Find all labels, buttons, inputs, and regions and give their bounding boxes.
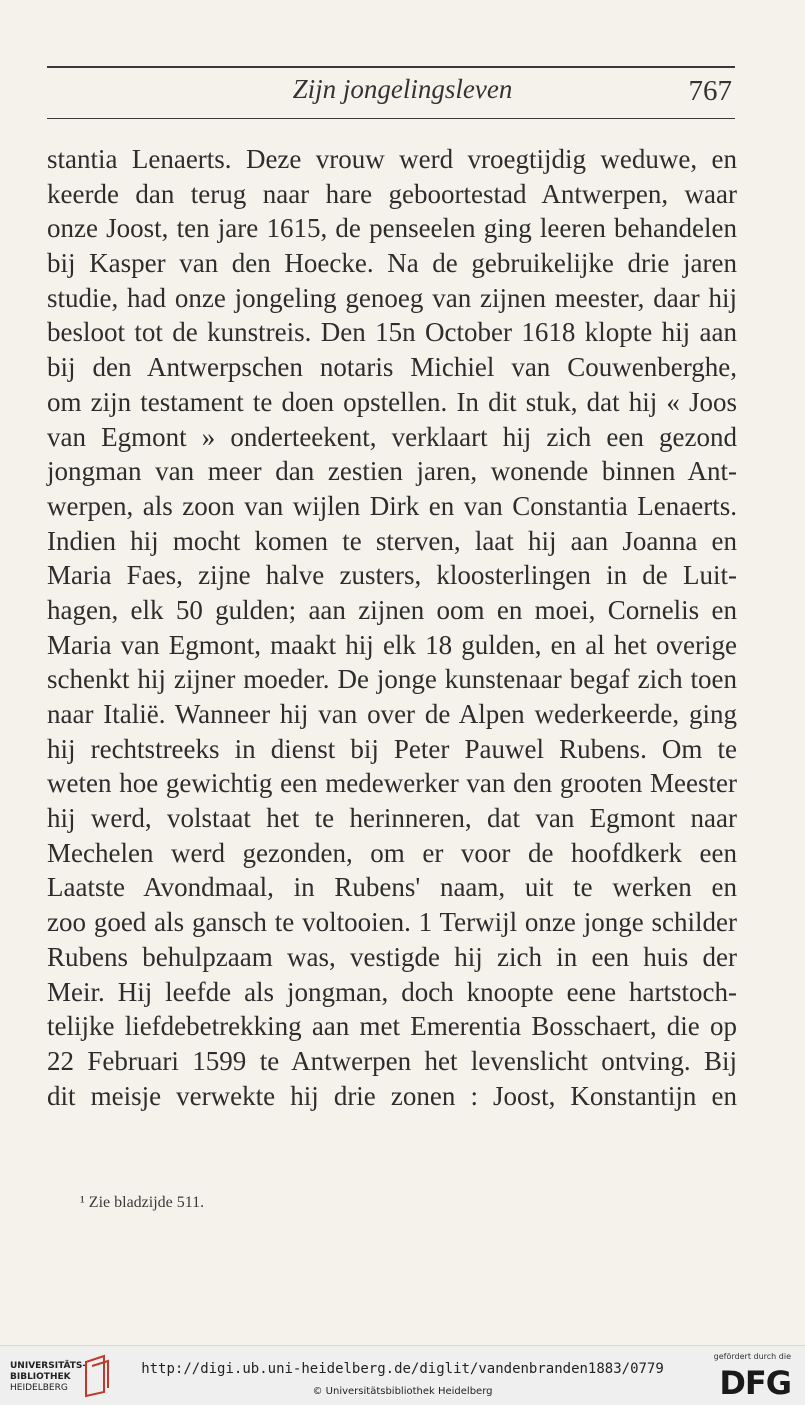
header-rule-top xyxy=(47,66,735,68)
text-line: studie, had onze jongeling genoeg van zijnen meester, daar hij xyxy=(47,282,737,313)
text-line: Maria van Egmont, maakt hij elk 18 gulden, en al het overige xyxy=(47,629,737,660)
text-line: schenkt hij zijner moeder. De jonge kunstenaar begaf zich toen xyxy=(47,664,737,695)
text-line: hij werd, volstaat het te herinneren, dat van Egmont naar xyxy=(47,803,737,834)
header-rule-bottom xyxy=(47,118,735,119)
page-number: 767 xyxy=(688,75,732,107)
text-line: bij Kasper van den Hoecke. Na de gebruikelijke drie jaren xyxy=(47,248,737,279)
text-line: stantia Lenaerts. Deze vrouw werd vroegtijdig weduwe, en xyxy=(47,144,737,174)
footnote: ¹ Zie bladzijde 511. xyxy=(80,1194,205,1211)
text-line: weten hoe gewichtig een medewerker van den grooten Meester xyxy=(47,768,737,799)
text-line: werpen, als zoon van wijlen Dirk en van Constantia Lenaerts. xyxy=(47,490,737,521)
text-line: Mechelen werd gezonden, om er voor de hoofdkerk een xyxy=(47,837,737,868)
library-line-2: BIBLIOTHEK xyxy=(10,1372,71,1382)
funding-note: gefördert durch die xyxy=(713,1352,791,1361)
text-line: dit meisje verwekte hij drie zonen : Joost, Konstantijn en xyxy=(47,1080,737,1111)
text-line: onze Joost, ten jare 1615, de penseelen ging leeren behandelen xyxy=(47,213,737,244)
running-title: Zijn jongelingsleven xyxy=(292,74,513,104)
text-line: hij rechtstreeks in dienst bij Peter Pauwel Rubens. Om te xyxy=(47,733,737,764)
text-line: Laatste Avondmaal, in Rubens' naam, uit te werken en xyxy=(47,872,737,903)
text-line: jongman van meer dan zestien jaren, wonende binnen Ant- xyxy=(47,456,737,487)
text-line: hagen, elk 50 gulden; aan zijnen oom en moei, Cornelis en xyxy=(47,594,737,625)
body-text xyxy=(47,142,737,1113)
permalink-url[interactable]: http://digi.ub.uni-heidelberg.de/diglit/vandenbranden1883/0779 xyxy=(141,1361,664,1377)
viewer-footer xyxy=(0,1345,805,1405)
text-line: telijke liefdebetrekking aan met Emerentia Bosschaert, die op xyxy=(47,1011,737,1042)
text-line: Meir. Hij leefde als jongman, doch knoopte eene hartstoch- xyxy=(47,976,737,1007)
text-line: besloot tot de kunstreis. Den 15n October 1618 klopte hij aan xyxy=(47,317,737,348)
text-line: keerde dan terug naar hare geboortestad Antwerpen, waar xyxy=(47,178,737,209)
text-line: bij den Antwerpschen notaris Michiel van Couwenberghe, xyxy=(47,352,737,383)
library-line-1: UNIVERSITÄTS- xyxy=(10,1361,87,1371)
text-line: 22 Februari 1599 te Antwerpen het levenslicht ontving. Bij xyxy=(47,1045,737,1076)
text-line: Indien hij mocht komen te sterven, laat hij aan Joanna en xyxy=(47,525,737,556)
text-line: Maria Faes, zijne halve zusters, kloosterlingen in de Luit- xyxy=(47,560,737,591)
text-line: zoo goed als gansch te voltooien. 1 Terwijl onze jonge schilder xyxy=(47,907,737,938)
library-line-3: HEIDELBERG xyxy=(10,1383,68,1393)
text-line: Rubens behulpzaam was, vestigde hij zich in een huis der xyxy=(47,941,737,972)
text-line: naar Italië. Wanneer hij van over de Alpen wederkeerde, ging xyxy=(47,699,737,729)
text-line: om zijn testament te doen opstellen. In dit stuk, dat hij « Joos xyxy=(47,386,737,417)
copyright-notice: © Universitätsbibliothek Heidelberg xyxy=(312,1386,493,1397)
text-line: van Egmont » onderteekent, verklaart hij zich een gezond xyxy=(47,421,737,452)
dfg-logo: DFG xyxy=(719,1364,791,1402)
